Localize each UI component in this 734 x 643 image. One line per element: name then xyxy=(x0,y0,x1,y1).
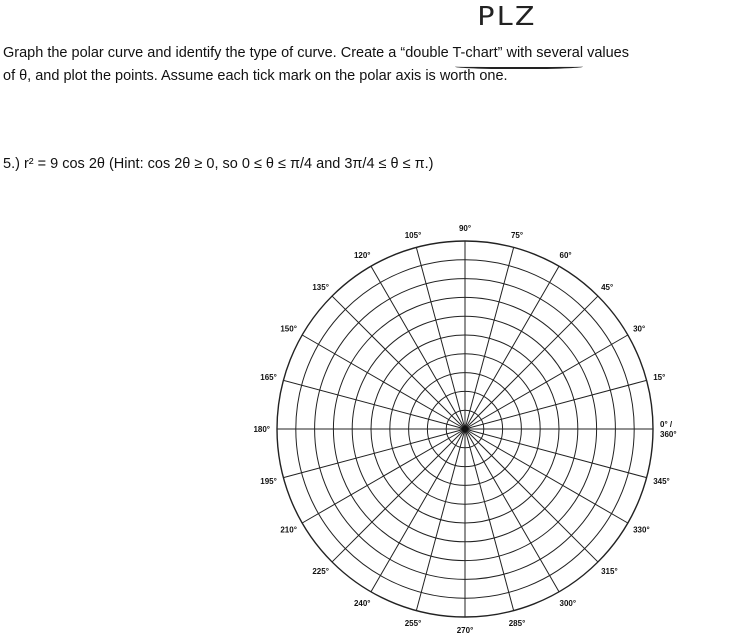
polar-graph-paper xyxy=(240,220,690,640)
polar-spoke xyxy=(332,296,465,429)
angle-label: 345° xyxy=(653,477,670,486)
angle-label: 120° xyxy=(353,250,371,260)
angle-label: 150° xyxy=(280,324,297,334)
angle-label: 240° xyxy=(353,599,371,609)
handwritten-note: PLZ xyxy=(477,2,537,32)
angle-label: 60° xyxy=(559,250,572,260)
polar-spoke xyxy=(371,429,465,592)
polar-spoke xyxy=(302,335,465,429)
polar-spoke xyxy=(465,429,647,478)
angle-label: 105° xyxy=(404,230,422,240)
polar-spoke xyxy=(332,429,465,562)
polar-spoke xyxy=(465,429,559,592)
polar-spoke xyxy=(465,429,514,611)
angle-label: 0° / xyxy=(660,420,673,429)
polar-spoke xyxy=(416,429,465,611)
angle-label: 300° xyxy=(559,599,577,609)
polar-spoke xyxy=(302,429,465,523)
angle-label: 135° xyxy=(312,282,329,292)
angle-label: 195° xyxy=(260,477,277,486)
angle-label: 315° xyxy=(601,567,618,577)
angle-label: 90° xyxy=(458,224,472,233)
angle-label: 225° xyxy=(312,567,329,577)
instructions-line-1: Graph the polar curve and identify the type of curve. Create a “double T-chart” with several values xyxy=(3,45,629,61)
angle-label: 180° xyxy=(253,425,270,434)
angle-label: 30° xyxy=(633,324,646,334)
polar-spoke xyxy=(416,247,465,429)
polar-spoke xyxy=(465,247,514,429)
instructions xyxy=(3,42,733,88)
polar-spoke xyxy=(465,296,598,429)
polar-spoke xyxy=(283,429,465,478)
polar-spoke xyxy=(465,429,598,562)
polar-spoke xyxy=(465,266,559,429)
angle-label: 210° xyxy=(280,525,297,535)
problem-statement: 5.) r² = 9 cos 2θ (Hint: cos 2θ ≥ 0, so 0 ≤ θ ≤ π/4 and 3π/4 ≤ θ ≤ π.) xyxy=(3,156,434,172)
angle-label: 285° xyxy=(508,619,526,629)
pole-point xyxy=(462,426,468,432)
angle-label: 255° xyxy=(404,619,422,629)
polar-spoke xyxy=(465,335,628,429)
instructions-line-2: of θ, and plot the points. Assume each tick mark on the polar axis is worth one. xyxy=(3,68,508,84)
angle-label: 330° xyxy=(633,525,650,535)
angle-label: 270° xyxy=(456,626,474,635)
polar-spoke xyxy=(465,429,628,523)
angle-label: 45° xyxy=(601,282,614,292)
polar-spoke xyxy=(371,266,465,429)
polar-spoke xyxy=(283,380,465,429)
angle-label: 165° xyxy=(260,373,277,382)
polar-spoke xyxy=(465,380,647,429)
angle-label: 360° xyxy=(660,430,677,439)
angle-label: 15° xyxy=(653,373,666,382)
angle-label: 75° xyxy=(510,230,524,240)
